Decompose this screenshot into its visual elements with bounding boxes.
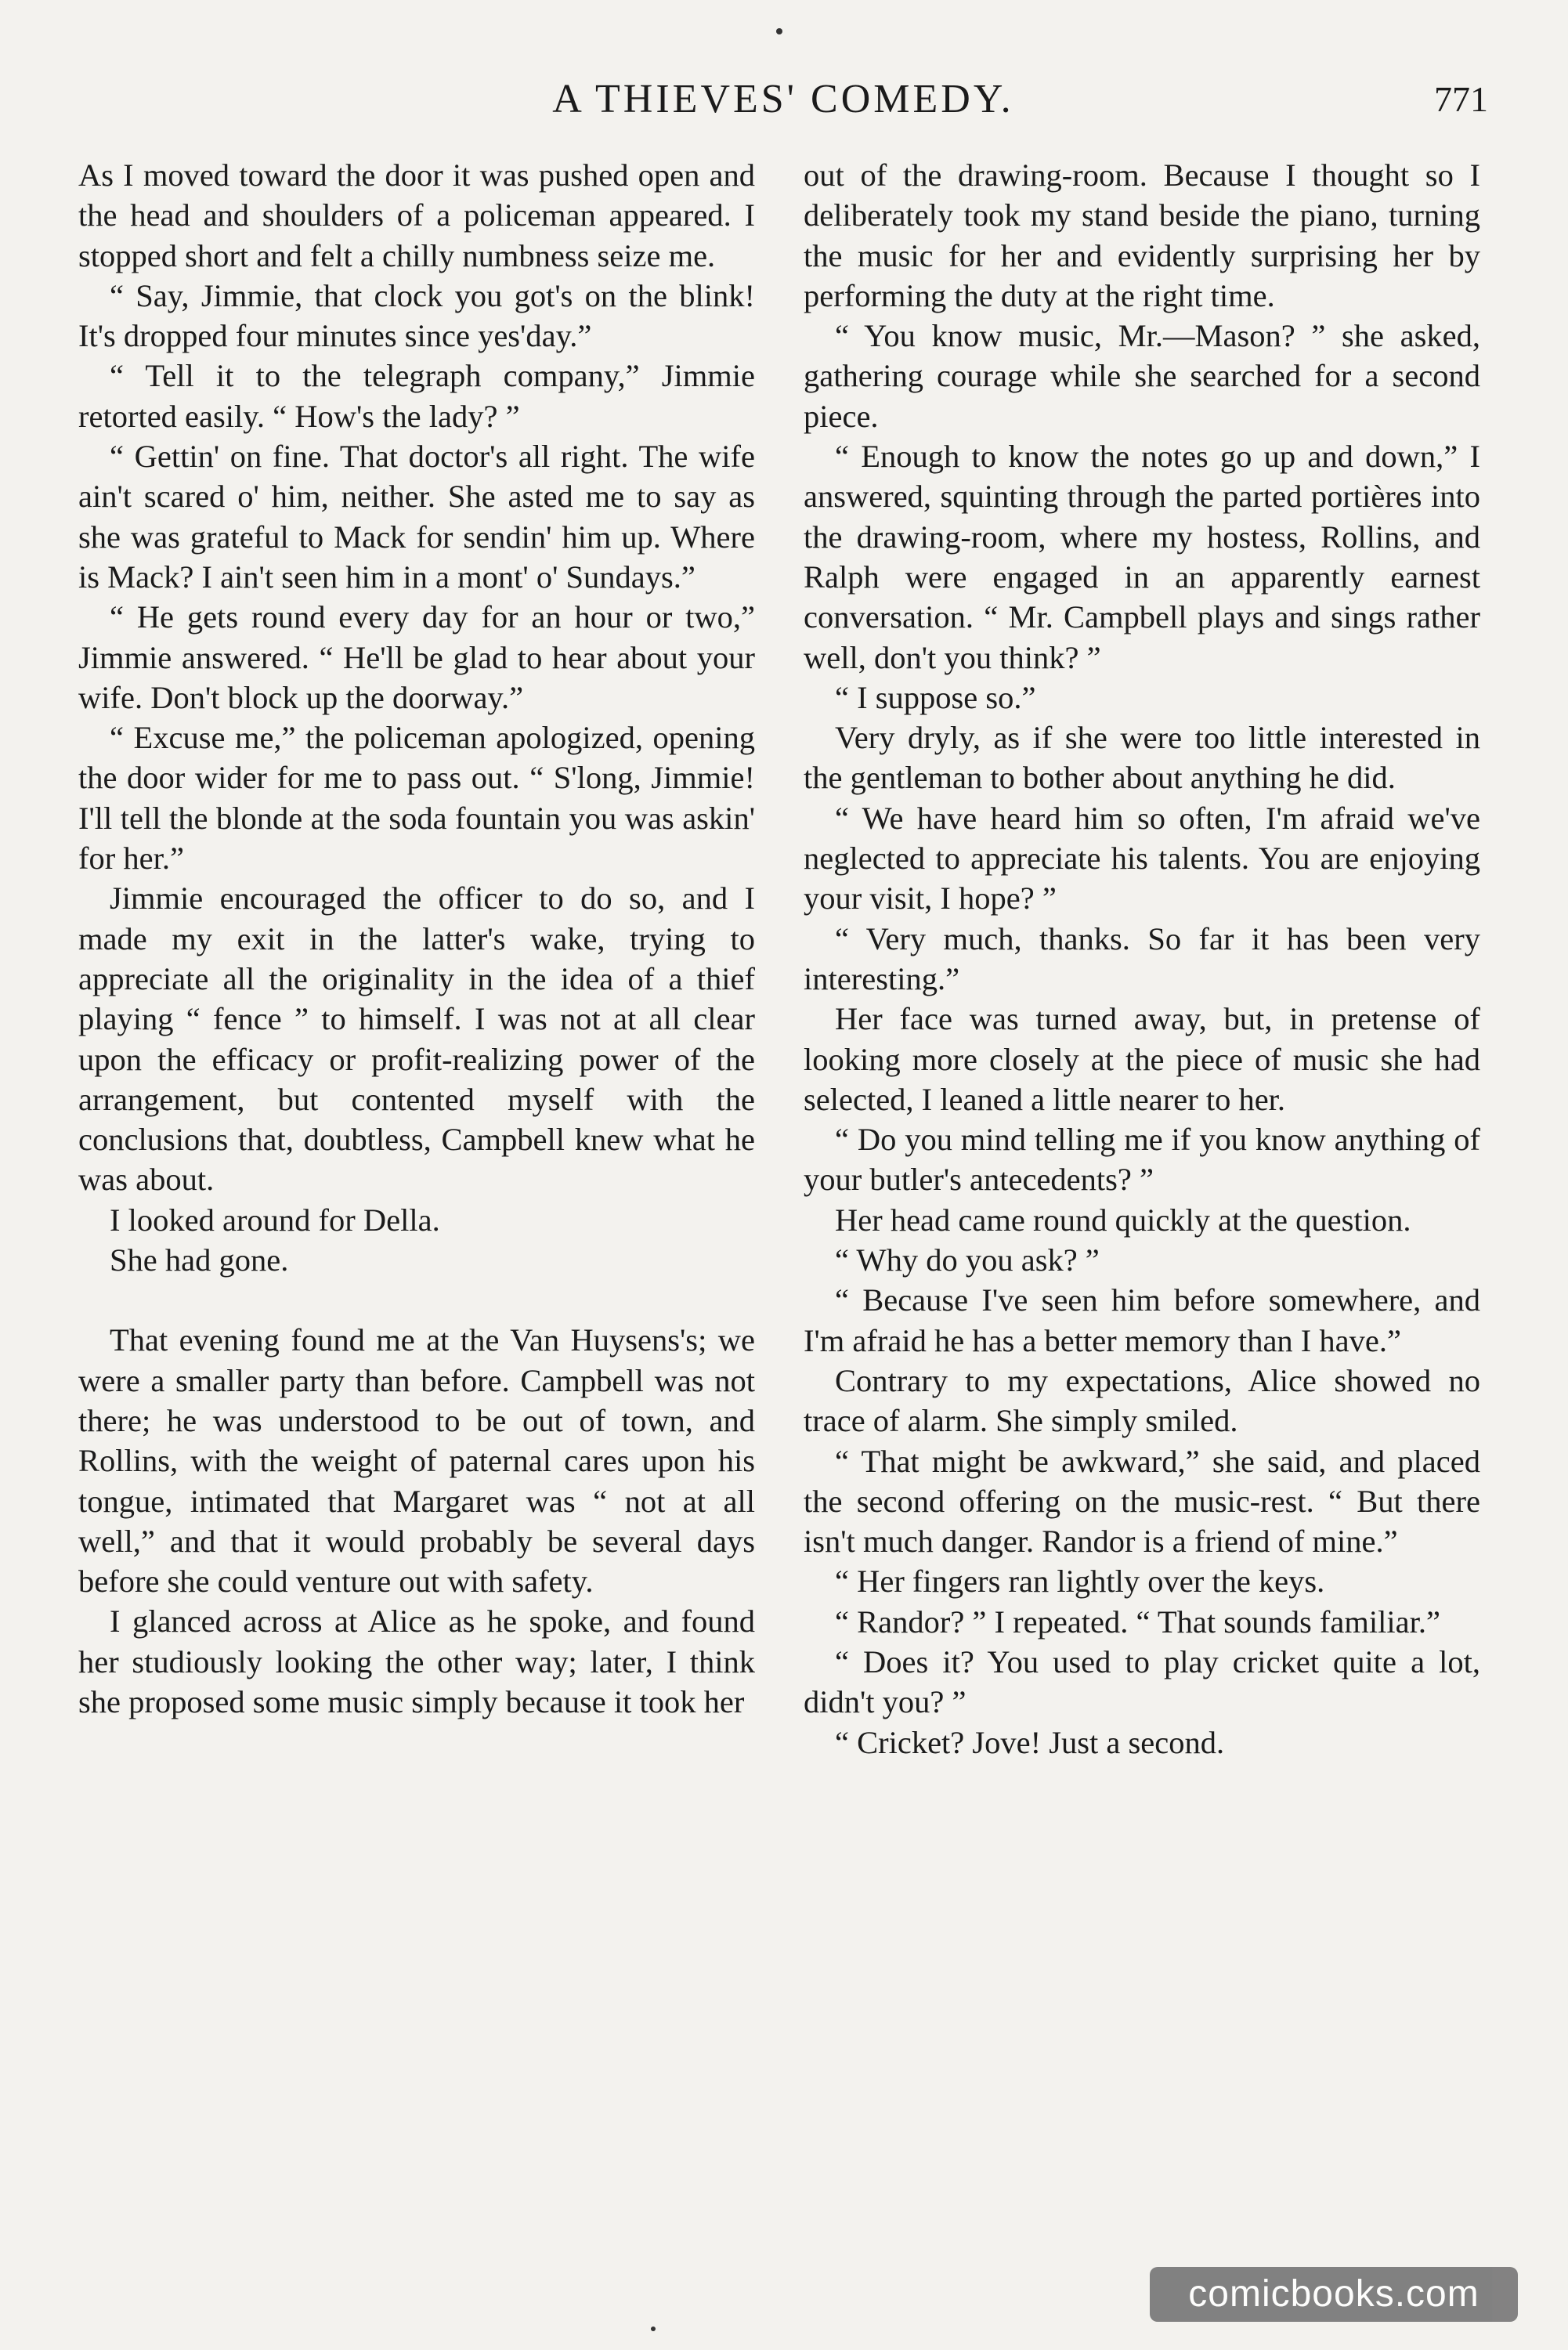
paragraph: “ Because I've seen him before somewhere, and I'm afraid he has a better memory than I have.” <box>804 1282 1480 1358</box>
paragraph: “ We have heard him so often, I'm afraid we've neglected to appreciate his talents. You are enjoying your visit, I hope? ” <box>804 800 1480 916</box>
paragraph: Jimmie encouraged the officer to do so, and I made my exit in the latter's wake, trying to appreciate all the originality in the idea of a thief playing “ fence ” to himself. I was not at all clear upon the efficacy or profit-realizing power of the arrangement, but contented myself with the conclusions that, doubtless, Campbell knew what he was about. <box>78 880 755 1198</box>
paragraph: Very dryly, as if she were too little interested in the gentleman to bother about anything he did. <box>804 720 1480 796</box>
paragraph: “ You know music, Mr.—Mason? ” she asked, gathering courage while she searched for a second piece. <box>804 318 1480 434</box>
paragraph: “ He gets round every day for an hour or two,” Jimmie answered. “ He'll be glad to hear about your wife. Don't block up the doorway.” <box>78 599 755 715</box>
paragraph: That evening found me at the Van Huysens's; we were a smaller party than before. Campbell was not there; he was understood to be out of town, and Rollins, with the weight of paternal cares upon his tongue, intimated that Margaret was “ not at all well,” and that it would probably be several days before she could venture out with safety. <box>78 1322 755 1600</box>
paragraph: She had gone. <box>110 1242 289 1278</box>
print-speck <box>776 28 782 34</box>
paragraph: Contrary to my expectations, Alice showed no trace of alarm. She simply smiled. <box>804 1362 1480 1439</box>
paragraph: “ Cricket? Jove! Just a second. <box>835 1724 1225 1760</box>
paragraph: “ Enough to know the notes go up and down,” I answered, squinting through the parted portières into the drawing-room, where my hostess, Rollins, and Ralph were engaged in an apparently earnest conversation. “ Mr. Campbell plays and sings rather well, don't you think? ” <box>804 439 1480 675</box>
paragraph: “ Her fingers ran lightly over the keys. <box>835 1564 1325 1600</box>
paragraph: out of the drawing-room. Because I thought so I deliberately took my stand beside the piano, turning the music for her and evidently surprising her by performing the duty at the right time. <box>804 157 1480 313</box>
paragraph: “ Do you mind telling me if you know anything of your butler's antecedents? ” <box>804 1122 1480 1198</box>
paragraph: As I moved toward the door it was pushed open and the head and shoulders of a policeman appeared. I stopped short and felt a chilly numbness seize me. <box>78 157 755 273</box>
paragraph: “ Does it? You used to play cricket quite a lot, didn't you? ” <box>804 1643 1480 1720</box>
paragraph: “ Why do you ask? ” <box>835 1242 1100 1278</box>
paragraph: “ Gettin' on fine. That doctor's all right. The wife ain't scared o' him, neither. She asted me to say as she was grateful to Mack for sendin' him up. Where is Mack? I ain't seen him in a mont' o' Sundays.” <box>78 439 755 595</box>
running-head <box>0 72 1568 127</box>
print-speck <box>651 2326 656 2331</box>
left-column <box>78 155 755 1722</box>
paragraph: “ Excuse me,” the policeman apologized, opening the door wider for me to pass out. “ S'long, Jimmie! I'll tell the blonde at the soda fountain you was askin' for her.” <box>78 720 755 877</box>
paragraph: Her head came round quickly at the question. <box>835 1202 1411 1238</box>
paragraph: I looked around for Della. <box>110 1202 440 1238</box>
paragraph: I glanced across at Alice as he spoke, and found her studiously looking the other way; later, I think she proposed some music simply because it took her <box>78 1603 755 1719</box>
right-column <box>804 155 1480 1762</box>
paragraph: “ Tell it to the telegraph company,” Jimmie retorted easily. “ How's the lady? ” <box>78 358 755 434</box>
page-number: 771 <box>1434 79 1488 119</box>
paragraph: “ I suppose so.” <box>835 679 1036 715</box>
running-title: A THIEVES' COMEDY. <box>552 77 1014 121</box>
paragraph: “ Very much, thanks. So far it has been very interesting.” <box>804 920 1480 996</box>
site-watermark: comicbooks.com <box>1150 2267 1518 2322</box>
paragraph: “ Randor? ” I repeated. “ That sounds familiar.” <box>835 1603 1440 1640</box>
paragraph: Her face was turned away, but, in pretense of looking more closely at the piece of music she had selected, I leaned a little nearer to her. <box>804 1001 1480 1117</box>
paragraph: “ That might be awkward,” she said, and placed the second offering on the music-rest. “ But there isn't much danger. Randor is a friend of mine.” <box>804 1443 1480 1560</box>
paragraph: “ Say, Jimmie, that clock you got's on the blink! It's dropped four minutes since yes'day.” <box>78 277 755 354</box>
